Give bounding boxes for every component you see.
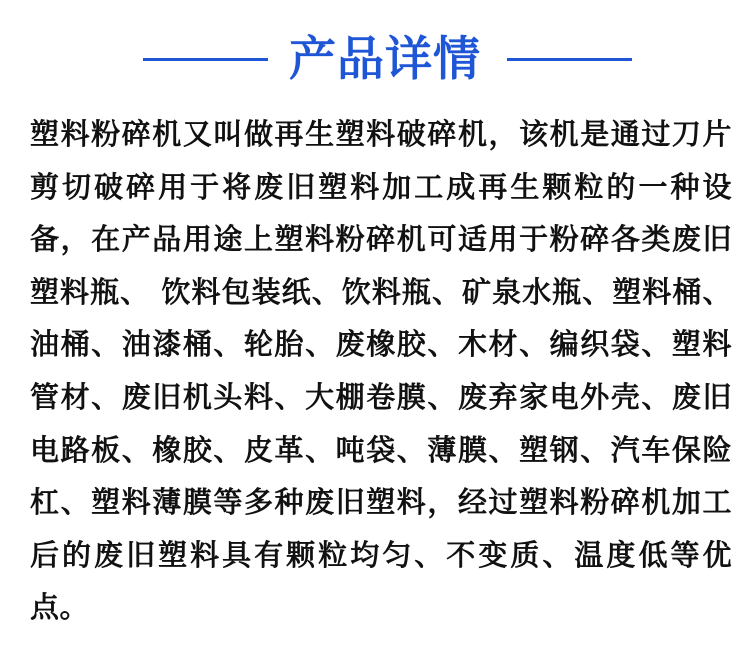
header-rule-left — [143, 58, 268, 61]
section-header — [0, 30, 750, 90]
header-rule-right — [507, 58, 632, 61]
product-description: 塑料粉碎机又叫做再生塑料破碎机，该机是通过刀片剪切破碎用于将废旧塑料加工成再生颗粒的一种设备，在产品用途上塑料粉碎机可适用于粉碎各类废旧塑料瓶、 饮料包装纸、饮料瓶、矿泉水瓶、塑料桶、油桶、油漆桶、轮胎、废橡胶、木材、编织袋、塑料管材、废旧机头料、大棚卷膜、废弃家电外壳、废旧电路板、橡胶、皮革、吨袋、薄膜、塑钢、汽车保险杠、塑料薄膜等多种废旧塑料，经过塑料粉碎机加工后的废旧塑料具有颗粒均匀、不变质、温度低等优点。 — [30, 117, 732, 625]
page-title: 产品详情 — [289, 32, 481, 87]
